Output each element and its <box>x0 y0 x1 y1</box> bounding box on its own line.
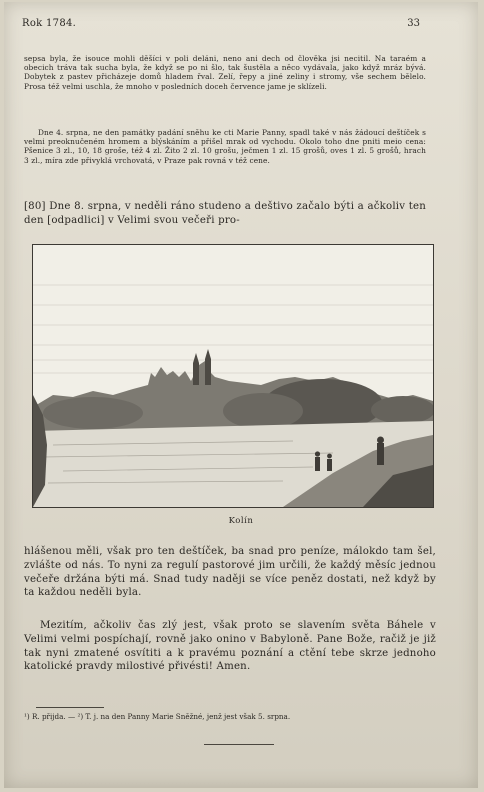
paragraph-velim: Mezitím, ačkoliv čas zlý jest, však proto se slavením světa Báhele v Velimi velmi pospíchají, rovně jako onino v Babyloně. Pane Bože, račiž je již tak nyni zmatené osvítiti a k pravému poznání a ctění tebe skrze jednoho katolické pravdy milostivé přivésti! Amen. <box>24 620 436 673</box>
running-head <box>4 18 478 32</box>
paragraph-august-8-start: [80] Dne 8. srpna, v neděli ráno studeno a deštivo začalo býti a ačkoliv ten den [odpadlici] v Velimi svou večeři pro- <box>24 201 426 226</box>
paragraph-drought: sepsa byla, že isouce mohli děšíci v poli deláni, neno ani dech od člověka jsi necitil. Na taraém a obecich tráva tak sucha byla, že když se po ni šlo, tak šustěla a něco vydávala, jako když mráz bývá. Dobytek z pastev přicházeje domů hladem řval. Zelí, řepy a jiné zeliny i stromy, vše sechem bělelo. Prosa též velmi uschla, že mnoho v posledních doceh července jame je sklízeli. <box>24 54 426 91</box>
engraving-illustration <box>32 244 434 508</box>
end-rule <box>204 744 274 745</box>
running-head-year: Rok 1784. <box>22 18 77 29</box>
paragraph-prices: Dne 4. srpna, ne den památky padání sněhu ke cti Marie Panny, spadl také v nás žádoucí deštíček s velmi preoknučeném hromem a blýskáním a přišel mrak od vychodu. Okolo toho dne pniti meio cena: Pšenice 3 zl., 10, 18 groše, též 4 zl. Žito 2 zl. 10 grošu, ječmen 1 zl. 15 grošů, oves 1 zl. 5 grošů, hrach 3 zl., míra zde přivyklá vrchovatá, v Praze pak rovná v též cene. <box>24 128 426 165</box>
book-page <box>4 2 478 788</box>
town-landscape-engraving <box>33 245 433 507</box>
footnote: ¹) R. přijda. — ²) T. j. na den Panny Marie Sněžné, jenž jest však 5. srpna. <box>24 712 291 721</box>
figure-caption: Kolín <box>228 516 254 526</box>
paragraph-august-8-cont: hlášenou měli, však pro ten deštíček, ba snad pro peníze, málokdo tam šel, zvlášte od nás. To nyni za regulí pastorové jim určili, že každý měsíc jednou večeře držána býti má. Snad tudy naději se více peněz dostati, než když by ta každou neděli byla. <box>24 546 436 599</box>
footnote-rule <box>36 707 104 708</box>
page-number: 33 <box>407 18 420 29</box>
